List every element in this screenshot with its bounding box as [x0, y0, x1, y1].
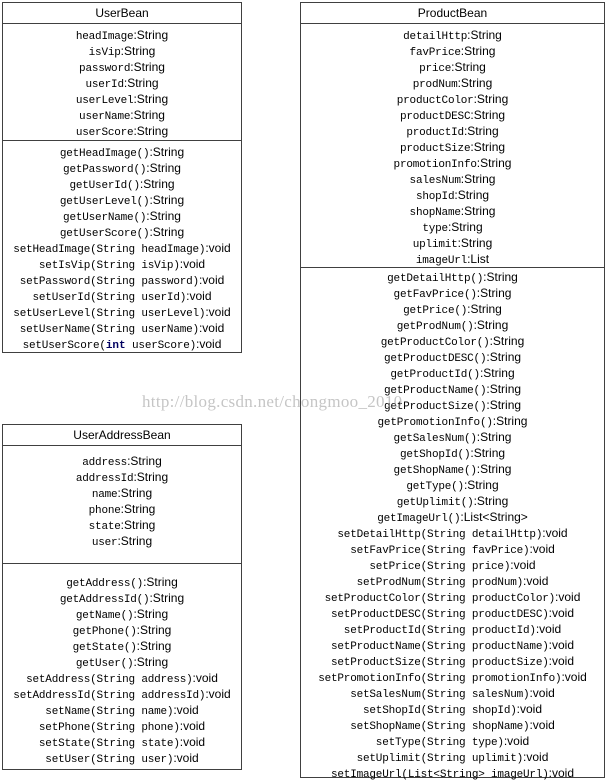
operation-return-type: :String — [473, 494, 509, 508]
operation-signature: getUplimit() — [396, 497, 474, 509]
operation-return-type: :String — [133, 607, 169, 621]
operation-row — [301, 637, 604, 653]
operation-row — [301, 477, 604, 493]
operation-row — [301, 525, 604, 541]
attribute-name: productColor — [396, 95, 474, 107]
attribute-type: :String — [451, 60, 486, 74]
operation-return-type: :String — [486, 398, 522, 412]
operation-return-type: :void — [186, 289, 212, 303]
attribute-name: type — [422, 223, 448, 235]
operation-return-type: :void — [198, 321, 225, 335]
operation-signature: getProductColor() — [380, 337, 490, 349]
operation-return-type: :String — [133, 655, 169, 669]
operation-signature: setDetailHttp(String detailHttp) — [337, 529, 543, 541]
attribute-name: state — [88, 521, 121, 533]
attribute-row — [301, 235, 604, 251]
attribute-row — [3, 485, 241, 501]
attribute-name: userLevel — [75, 95, 134, 107]
operation-row — [301, 733, 604, 749]
operation-signature: getPrice() — [403, 305, 468, 317]
attribute-name: headImage — [75, 31, 134, 43]
operation-row — [301, 461, 604, 477]
attribute-type: :String — [460, 44, 496, 58]
attribute-type: :List — [467, 252, 490, 266]
operation-row — [301, 317, 604, 333]
attribute-row — [3, 501, 241, 517]
operation-return-type: :void — [542, 526, 568, 540]
operation-row — [3, 240, 241, 256]
attribute-row — [3, 123, 241, 139]
operation-signature: getImageUrl() — [377, 513, 461, 525]
attribute-row — [301, 187, 604, 203]
attribute-type: :String — [473, 92, 509, 106]
operation-return-type: :void — [548, 766, 574, 780]
attribute-row — [301, 155, 604, 171]
operation-return-type: :String — [149, 193, 185, 207]
operation-signature: setUserId(String userId) — [32, 292, 187, 304]
attribute-row — [3, 59, 241, 75]
attribute-row — [301, 203, 604, 219]
operation-return-type: :void — [510, 558, 536, 572]
operation-return-type: :String — [467, 302, 502, 316]
operation-return-type: :void — [529, 542, 555, 556]
operation-row — [3, 606, 241, 622]
attributes-compartment — [3, 446, 241, 564]
operation-signature: getHeadImage() — [59, 148, 150, 160]
attributes-compartment — [3, 24, 241, 141]
attribute-row — [301, 75, 604, 91]
attribute-row — [301, 27, 604, 43]
class-box-user-bean — [2, 2, 242, 353]
operation-signature: getPassword() — [63, 164, 147, 176]
attribute-type: :String — [117, 486, 153, 500]
operation-row — [3, 208, 241, 224]
operation-return-type: :List<String> — [460, 510, 528, 524]
operation-return-type: :void — [205, 241, 231, 255]
operation-row — [3, 176, 241, 192]
operation-return-type: :String — [473, 318, 509, 332]
operation-row — [3, 718, 241, 734]
attribute-type: :String — [447, 220, 483, 234]
operation-row — [301, 557, 604, 573]
operation-row — [301, 589, 604, 605]
operation-return-type: :void — [205, 305, 231, 319]
operation-row — [301, 381, 604, 397]
operation-row — [301, 413, 604, 429]
operations-compartment — [301, 268, 604, 781]
operation-signature: getPhone() — [72, 626, 137, 638]
operation-signature: setPhone(String phone) — [38, 722, 180, 734]
operation-signature: getAddress() — [66, 578, 144, 590]
attribute-row — [3, 469, 241, 485]
operation-row — [3, 638, 241, 654]
operation-return-type: :void — [179, 719, 206, 733]
operation-signature: setIsVip(String isVip) — [38, 260, 180, 272]
operation-row — [3, 670, 241, 686]
attribute-name: promotionInfo — [393, 159, 477, 171]
operation-return-type: :String — [492, 414, 528, 428]
attribute-name: productSize — [399, 143, 471, 155]
attribute-type: :String — [457, 76, 493, 90]
operation-signature: setProductSize(String productSize) — [331, 657, 549, 669]
attribute-type: :String — [127, 454, 162, 468]
attribute-name: detailHttp — [403, 31, 468, 43]
operation-return-type: :void — [192, 671, 218, 685]
attribute-name: price — [419, 63, 452, 75]
operation-return-type: :String — [146, 209, 181, 223]
operation-row — [3, 622, 241, 638]
operation-signature: setPrice(String price) — [369, 561, 511, 573]
operation-return-type: :void — [548, 638, 574, 652]
operation-return-type: :String — [476, 286, 512, 300]
operation-row — [301, 285, 604, 301]
operation-return-type: :void — [523, 750, 549, 764]
operation-return-type: :String — [149, 145, 185, 159]
operation-return-type: :void — [555, 590, 581, 604]
attribute-type: :String — [133, 124, 169, 138]
operation-row — [301, 301, 604, 317]
attribute-type: :String — [470, 108, 506, 122]
attribute-row — [3, 43, 241, 59]
attribute-name: phone — [88, 505, 121, 517]
attribute-row — [301, 139, 604, 155]
operation-row — [301, 397, 604, 413]
operation-return-type: :String — [149, 225, 185, 239]
attribute-name: isVip — [88, 47, 121, 59]
operation-signature: getAddressId() — [59, 594, 150, 606]
operation-row — [301, 717, 604, 733]
attribute-name: shopId — [415, 191, 455, 203]
attribute-name: password — [79, 63, 131, 75]
attribute-type: :String — [117, 534, 153, 548]
operation-signature: getPromotionInfo() — [377, 417, 493, 429]
operation-return-type: :void — [179, 257, 206, 271]
attribute-type: :String — [470, 140, 506, 154]
attribute-type: :String — [463, 124, 499, 138]
class-title: UserAddressBean — [3, 425, 241, 446]
operation-return-type: :String — [476, 462, 512, 476]
operation-signature: getShopId() — [399, 449, 471, 461]
operation-return-type: :String — [479, 366, 515, 380]
attribute-name: name — [91, 489, 118, 501]
operation-return-type: :void — [561, 670, 587, 684]
attribute-type: :String — [120, 44, 156, 58]
operation-return-type: :String — [489, 334, 525, 348]
operation-return-type: :void — [535, 622, 562, 636]
attribute-row — [301, 219, 604, 235]
attribute-type: :String — [460, 172, 496, 186]
operation-signature: getProductName() — [383, 385, 487, 397]
operations-compartment — [3, 141, 241, 352]
operation-return-type: :void — [205, 687, 231, 701]
operation-row — [301, 365, 604, 381]
operation-return-type: :void — [198, 273, 225, 287]
operation-row — [3, 686, 241, 702]
attribute-name: imageUrl — [415, 255, 468, 267]
operation-row — [301, 573, 604, 589]
operation-signature: setProductDESC(String productDESC) — [331, 609, 549, 621]
operation-signature: getUserScore() — [59, 228, 150, 240]
operation-row — [3, 272, 241, 288]
operation-signature: getProductId() — [390, 369, 480, 381]
operation-signature: setProductColor(String productColor) — [324, 593, 556, 605]
attribute-row — [3, 533, 241, 549]
operation-signature: setShopName(String shopName) — [350, 721, 530, 733]
operation-row — [301, 445, 604, 461]
operation-return-type: :void — [548, 654, 574, 668]
operation-row — [3, 224, 241, 240]
operation-signature: setUser(String user) — [45, 754, 174, 766]
operation-row — [301, 669, 604, 685]
operation-return-type: :void — [173, 703, 199, 717]
operation-signature: getProductSize() — [383, 401, 487, 413]
operation-signature: getType() — [406, 481, 464, 493]
operation-return-type: :void — [516, 702, 542, 716]
attribute-name: salesNum — [409, 175, 461, 187]
operation-return-type: :void — [529, 686, 555, 700]
attribute-row — [301, 107, 604, 123]
operation-signature: getUserName() — [63, 212, 147, 224]
operation-row — [3, 256, 241, 272]
operation-row — [301, 653, 604, 669]
operation-signature: getProductDESC() — [383, 353, 487, 365]
operation-row — [3, 702, 241, 718]
operation-return-type: :void — [523, 574, 549, 588]
class-box-product-bean — [300, 2, 605, 781]
operation-signature: getSalesNum() — [393, 433, 477, 445]
operation-signature: getFavPrice() — [393, 289, 477, 301]
operation-row — [301, 621, 604, 637]
operation-signature: setUserLevel(String userLevel) — [13, 308, 206, 320]
operation-signature: getShopName() — [393, 465, 477, 477]
operation-return-type: :void — [179, 735, 206, 749]
attribute-type: :String — [130, 60, 165, 74]
operation-row — [301, 333, 604, 349]
attribute-type: :String — [476, 156, 512, 170]
operation-signature: setShopId(String shopId) — [363, 705, 517, 717]
operation-row — [3, 144, 241, 160]
operation-return-type: :String — [483, 270, 518, 284]
operation-row — [3, 320, 241, 336]
operation-row — [301, 605, 604, 621]
operation-return-type: :void — [196, 337, 222, 351]
operation-signature: setSalesNum(String salesNum) — [350, 689, 530, 701]
attribute-row — [3, 75, 241, 91]
operation-return-type: :String — [149, 591, 185, 605]
operation-return-type: :void — [529, 718, 555, 732]
operation-row — [3, 734, 241, 750]
operation-row — [301, 701, 604, 717]
operation-return-type: :void — [173, 751, 199, 765]
attribute-row — [3, 107, 241, 123]
operation-signature: setProdNum(String prodNum) — [356, 577, 524, 589]
attribute-type: :String — [133, 470, 169, 484]
operation-row — [301, 749, 604, 765]
operation-keyword: int — [105, 340, 126, 352]
operation-signature: getUserId() — [69, 180, 140, 192]
operation-row — [301, 269, 604, 285]
class-box-user-address-bean — [2, 424, 242, 770]
attribute-type: :String — [454, 188, 490, 202]
operation-row — [3, 160, 241, 176]
operation-row — [3, 304, 241, 320]
attribute-type: :String — [123, 76, 159, 90]
attribute-row — [3, 91, 241, 107]
operation-return-type: :String — [486, 350, 522, 364]
attribute-row — [3, 27, 241, 43]
operation-signature: setType(String type) — [375, 737, 504, 749]
operation-return-type: :String — [476, 430, 512, 444]
operation-row — [301, 349, 604, 365]
attribute-name: userId — [85, 79, 124, 91]
class-title: ProductBean — [301, 3, 604, 24]
operation-row — [301, 429, 604, 445]
attribute-row — [301, 91, 604, 107]
attribute-name: userName — [79, 111, 131, 123]
operation-row — [3, 336, 241, 352]
attribute-name: user — [91, 537, 118, 549]
operation-return-type: :String — [139, 177, 175, 191]
operation-signature: setHeadImage(String headImage) — [13, 244, 206, 256]
operation-row — [301, 541, 604, 557]
attribute-type: :String — [120, 518, 156, 532]
operation-signature: setProductId(String productId) — [343, 625, 536, 637]
operation-row — [3, 574, 241, 590]
attribute-name: favPrice — [409, 47, 461, 59]
operation-signature: setProductName(String productName) — [331, 641, 549, 653]
attribute-name: uplimit — [412, 239, 458, 251]
attribute-name: shopName — [409, 207, 461, 219]
operation-row — [301, 509, 604, 525]
attribute-row — [301, 59, 604, 75]
operation-row — [3, 750, 241, 766]
operation-signature: userScore) — [125, 340, 197, 352]
operation-row — [3, 288, 241, 304]
operation-row — [301, 493, 604, 509]
operation-return-type: :String — [486, 382, 522, 396]
operation-signature: getProdNum() — [396, 321, 474, 333]
operation-return-type: :void — [503, 734, 530, 748]
operation-row — [3, 654, 241, 670]
operation-signature: setUserScore( — [22, 340, 106, 352]
attribute-type: :String — [467, 28, 502, 42]
operation-row — [3, 590, 241, 606]
operations-compartment — [3, 564, 241, 766]
attribute-row — [3, 517, 241, 533]
operation-return-type: :String — [136, 623, 172, 637]
operation-return-type: :String — [146, 161, 181, 175]
operation-signature: getUserLevel() — [59, 196, 150, 208]
operation-return-type: :String — [136, 639, 172, 653]
attribute-name: productDESC — [399, 111, 471, 123]
attributes-compartment — [301, 24, 604, 268]
operation-row — [301, 685, 604, 701]
operation-signature: getDetailHttp() — [387, 273, 484, 285]
attribute-row — [3, 453, 241, 469]
class-title: UserBean — [3, 3, 241, 24]
attribute-type: :String — [457, 236, 493, 250]
watermark: http://blog.csdn.net/chongmoo_2010 — [142, 392, 403, 411]
attribute-row — [301, 171, 604, 187]
operation-signature: setPassword(String password) — [19, 276, 199, 288]
attribute-row — [301, 43, 604, 59]
attribute-name: prodNum — [412, 79, 458, 91]
operation-signature: setState(String state) — [38, 738, 180, 750]
operation-signature: setName(String name) — [45, 706, 174, 718]
operation-signature: setUplimit(String uplimit) — [356, 753, 524, 765]
operation-signature: getName() — [75, 610, 134, 622]
operation-signature: setUserName(String userName) — [19, 324, 199, 336]
attribute-type: :String — [133, 28, 169, 42]
operation-row — [3, 192, 241, 208]
operation-signature: setAddress(String address) — [26, 674, 193, 686]
operation-return-type: :String — [143, 575, 178, 589]
attribute-name: address — [82, 457, 128, 469]
attribute-type: :String — [130, 108, 165, 122]
operation-return-type: :String — [463, 478, 499, 492]
attribute-type: :String — [133, 92, 169, 106]
operation-signature: setAddressId(String addressId) — [13, 690, 206, 702]
attribute-row — [301, 251, 604, 267]
operation-return-type: :void — [548, 606, 574, 620]
attribute-type: :String — [120, 502, 156, 516]
operation-signature: setPromotionInfo(String promotionInfo) — [318, 673, 562, 685]
operation-return-type: :String — [470, 446, 506, 460]
attribute-row — [301, 123, 604, 139]
attribute-name: productId — [406, 127, 464, 139]
operation-signature: getState() — [72, 642, 137, 654]
operation-signature: getUser() — [75, 658, 134, 670]
operation-signature: setFavPrice(String favPrice) — [350, 545, 530, 557]
attribute-type: :String — [460, 204, 496, 218]
attribute-name: userScore — [75, 127, 134, 139]
attribute-name: addressId — [75, 473, 134, 485]
operation-signature: setImageUrl(List<String> imageUrl) — [331, 769, 549, 781]
